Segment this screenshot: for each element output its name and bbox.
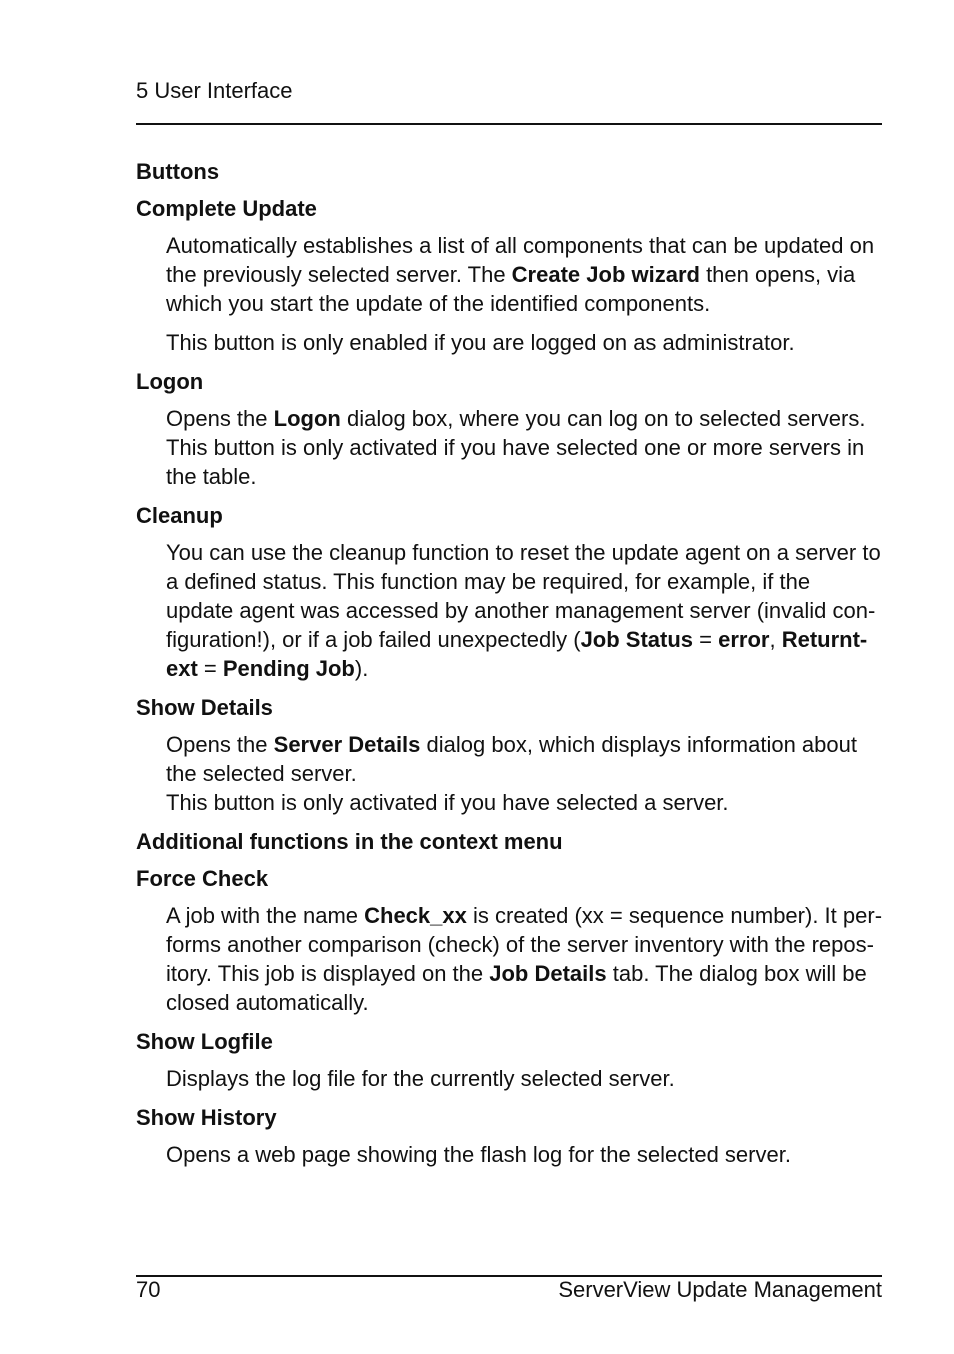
returntext-term: Returntext — [166, 627, 868, 681]
complete-update-heading: Complete Update — [136, 196, 317, 221]
server-details-term: Server Details — [273, 732, 421, 757]
logon-description: Opens the Logon dialog box, where you can log on to selected servers. This button is only activated if you have selected one or more servers in the table. — [166, 406, 866, 489]
cleanup-description: You can use the cleanup function to reset the update agent on a server to a defined status. This function may be required, for example, if the update agent was accessed by another management server (invalid configuration!), or if a job failed unexpectedly (Job Status = error, Returntext = Pending Job). — [166, 540, 881, 681]
force-check-description: A job with the name Check_xx is created (xx = sequence number). It performs another comparison (check) of the server inventory with the repository. This job is displayed on the Job Details tab. The dialog box will be closed automatically. — [166, 903, 883, 1015]
running-header: 5 User Interface — [136, 78, 293, 103]
job-details-term: Job Details — [489, 961, 607, 986]
product-name: ServerView Update Management — [558, 1277, 882, 1302]
buttons-heading: Buttons — [136, 159, 220, 184]
pending-job-term: Pending Job — [222, 656, 355, 681]
page-number: 70 — [136, 1277, 161, 1302]
error-term: error — [718, 627, 770, 652]
show-logfile-heading: Show Logfile — [136, 1029, 273, 1054]
logon-term: Logon — [273, 406, 341, 431]
create-job-wizard-term: Create Job wizard — [511, 262, 700, 287]
complete-update-note: This button is only enabled if you are logged on as administrator. — [166, 330, 795, 355]
header-rule — [136, 123, 882, 125]
logon-heading: Logon — [136, 369, 204, 394]
show-logfile-description: Displays the log file for the currently selected server. — [166, 1066, 675, 1091]
show-details-heading: Show Details — [136, 695, 273, 720]
show-history-description: Opens a web page showing the flash log for the selected server. — [166, 1142, 791, 1167]
show-details-description: Opens the Server Details dialog box, which displays information about the selected server. This button is only activated if you have selected a server. — [166, 732, 857, 815]
show-history-heading: Show History — [136, 1105, 277, 1130]
check-xx-term: Check_xx — [364, 903, 467, 928]
cleanup-heading: Cleanup — [136, 503, 223, 528]
force-check-heading: Force Check — [136, 866, 269, 891]
page-content — [136, 157, 882, 1169]
complete-update-description: Automatically establishes a list of all components that can be updated on the previously selected server. The Create Job wizard then opens, via which you start the update of the identified components. — [166, 233, 875, 316]
page-footer — [136, 1277, 882, 1303]
job-status-term: Job Status — [580, 627, 694, 652]
context-menu-heading: Additional functions in the context menu — [136, 829, 563, 854]
